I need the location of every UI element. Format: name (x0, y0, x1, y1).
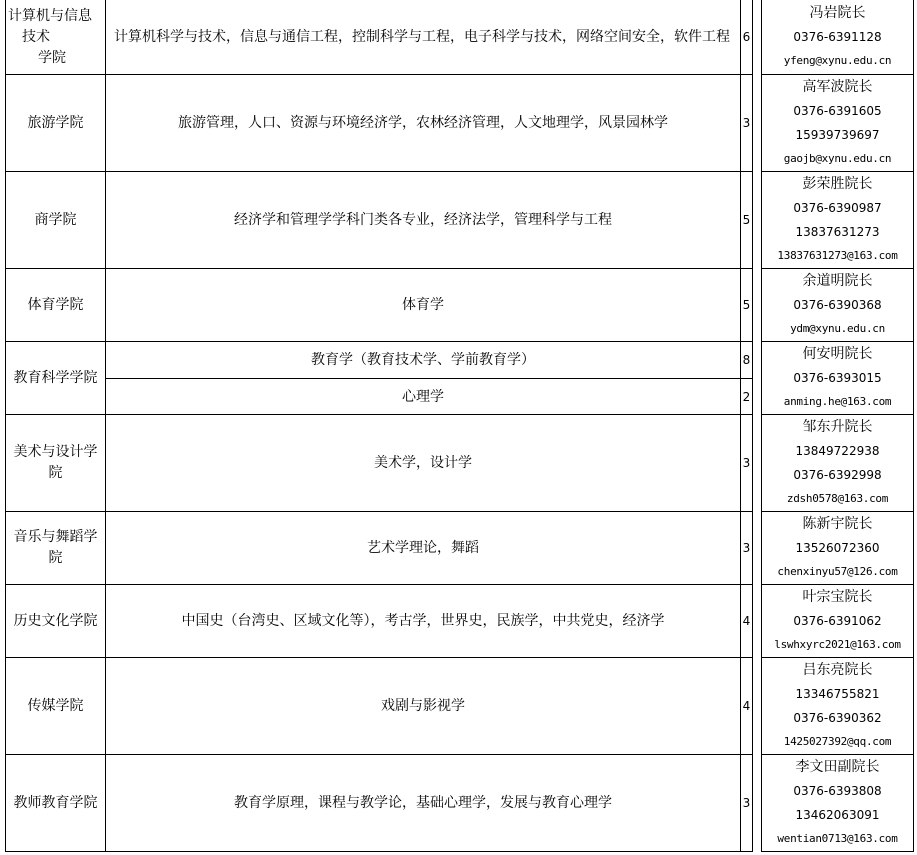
dean-name: 彭荣胜院长 (802, 176, 873, 192)
phone-number: 0376-6392998 (793, 468, 882, 482)
column-gap (753, 172, 762, 269)
contact-cell (762, 269, 914, 342)
majors-cell: 戏剧与影视学 (106, 658, 741, 755)
column-gap (753, 755, 762, 852)
college-name (6, 0, 106, 75)
recruit-count: 3 (741, 512, 753, 585)
table-row (6, 342, 914, 379)
column-gap (753, 342, 762, 415)
email-address: wentian0713@163.com (777, 832, 898, 845)
college-name: 体育学院 (6, 269, 106, 342)
contact-cell (762, 658, 914, 755)
college-recruitment-table (5, 0, 914, 852)
email-address: 1425027392@qq.com (783, 735, 892, 748)
recruit-count: 3 (741, 755, 753, 852)
table-row (6, 0, 914, 75)
email-address: 13837631273@163.com (777, 249, 898, 262)
majors-cell: 美术学，设计学 (106, 415, 741, 512)
table-row (6, 415, 914, 512)
email-address: gaojb@xynu.edu.cn (783, 152, 892, 165)
recruit-count: 5 (741, 269, 753, 342)
column-gap (753, 0, 762, 75)
contact-cell (762, 75, 914, 172)
column-gap (753, 658, 762, 755)
mobile-number: 13462063091 (795, 808, 880, 822)
contact-cell (762, 172, 914, 269)
table-row (6, 658, 914, 755)
contact-cell (762, 342, 914, 415)
recruit-count: 3 (741, 415, 753, 512)
phone-number: 0376-6391605 (793, 104, 882, 118)
dean-name: 吕东亮院长 (802, 662, 873, 678)
dean-name: 邹东升院长 (802, 419, 873, 435)
college-name-line1: 音乐与舞蹈学 (13, 529, 98, 545)
college-name: 商学院 (6, 172, 106, 269)
table-row (6, 585, 914, 658)
majors-cell: 体育学 (106, 269, 741, 342)
column-gap (753, 415, 762, 512)
majors-cell: 艺术学理论，舞蹈 (106, 512, 741, 585)
column-gap (753, 75, 762, 172)
phone-number: 0376-6391128 (793, 30, 882, 44)
college-name-line1: 美术与设计学 (13, 444, 98, 460)
email-address: chenxinyu57@126.com (777, 565, 898, 578)
dean-name: 冯岩院长 (809, 5, 866, 21)
table-row (6, 172, 914, 269)
dean-name: 何安明院长 (802, 346, 873, 362)
table-row (6, 75, 914, 172)
college-name: 旅游学院 (6, 75, 106, 172)
table-row (6, 269, 914, 342)
majors-cell: 中国史（台湾史、区域文化等），考古学，世界史，民族学，中共党史，经济学 (106, 585, 741, 658)
majors-cell: 计算机科学与技术，信息与通信工程，控制科学与工程，电子科学与技术，网络空间安全，软件工程 (106, 0, 741, 75)
recruit-count: 8 (741, 342, 753, 379)
column-gap (753, 269, 762, 342)
college-name: 传媒学院 (6, 658, 106, 755)
recruit-count: 4 (741, 658, 753, 755)
phone-number: 0376-6391062 (793, 614, 882, 628)
college-name: 教育科学学院 (6, 342, 106, 415)
dean-name: 李文田副院长 (795, 759, 880, 775)
college-name (6, 512, 106, 585)
contact-cell (762, 0, 914, 75)
phone-number: 0376-6393015 (793, 371, 882, 385)
table-row (6, 512, 914, 585)
mobile-number: 13346755821 (795, 687, 880, 701)
email-address: zdsh0578@163.com (786, 492, 889, 505)
college-name-line3: 学院 (38, 49, 66, 66)
email-address: anming.he@163.com (783, 395, 892, 408)
phone-number: 0376-6393808 (793, 784, 882, 798)
email-address: ydm@xynu.edu.cn (790, 322, 885, 335)
recruit-count: 3 (741, 75, 753, 172)
mobile-number: 13849722938 (795, 444, 880, 458)
college-name (6, 415, 106, 512)
phone-number: 0376-6390368 (793, 298, 882, 312)
recruit-count: 6 (741, 0, 753, 75)
email-address: lswhxyrc2021@163.com (774, 638, 901, 651)
mobile-number: 15939739697 (795, 128, 880, 142)
majors-cell: 经济学和管理学学科门类各专业，经济法学，管理科学与工程 (106, 172, 741, 269)
contact-cell (762, 585, 914, 658)
dean-name: 陈新宇院长 (802, 516, 873, 532)
recruit-count: 2 (741, 379, 753, 415)
college-name-line2: 院 (48, 465, 63, 481)
majors-cell: 教育学原理，课程与教学论，基础心理学，发展与教育心理学 (106, 755, 741, 852)
college-name-line2: 院 (48, 550, 63, 566)
majors-cell: 心理学 (106, 379, 741, 415)
college-name: 历史文化学院 (6, 585, 106, 658)
majors-cell: 教育学（教育技术学、学前教育学） (106, 342, 741, 379)
majors-cell: 旅游管理，人口、资源与环境经济学，农林经济管理，人文地理学，风景园林学 (106, 75, 741, 172)
college-name: 教师教育学院 (6, 755, 106, 852)
email-address: yfeng@xynu.edu.cn (783, 54, 892, 67)
recruit-count: 5 (741, 172, 753, 269)
column-gap (753, 512, 762, 585)
mobile-number: 13837631273 (795, 225, 880, 239)
contact-cell (762, 755, 914, 852)
college-name-line1: 计算机与信息 (8, 7, 92, 24)
college-name-line2: 技术 (22, 28, 50, 45)
contact-cell (762, 415, 914, 512)
column-gap (753, 585, 762, 658)
table-row (6, 755, 914, 852)
phone-number: 0376-6390987 (793, 201, 882, 215)
dean-name: 高军波院长 (802, 79, 873, 95)
dean-name: 余道明院长 (802, 273, 873, 289)
dean-name: 叶宗宝院长 (802, 589, 873, 605)
contact-cell (762, 512, 914, 585)
phone-number: 0376-6390362 (793, 711, 882, 725)
recruit-count: 4 (741, 585, 753, 658)
mobile-number: 13526072360 (795, 541, 880, 555)
